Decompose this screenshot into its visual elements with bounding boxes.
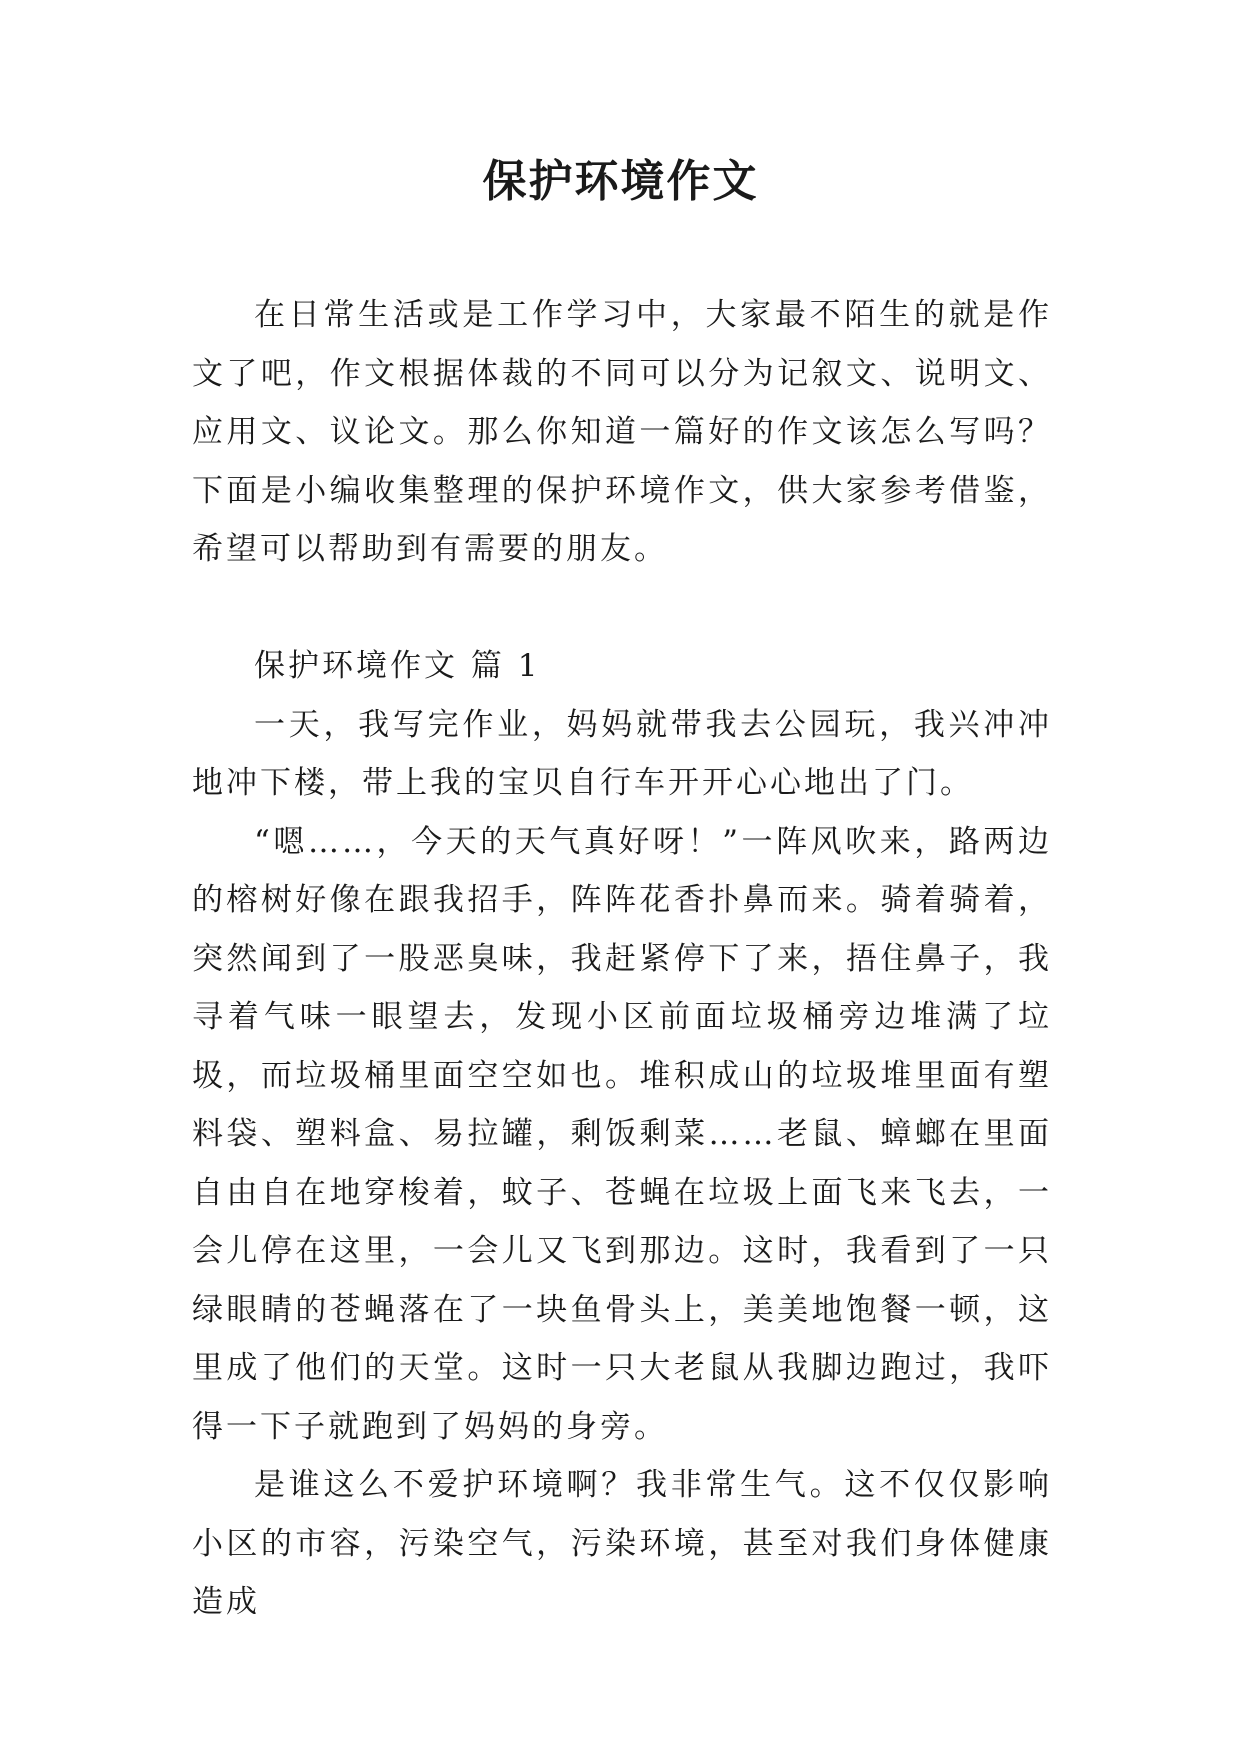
intro-paragraph: 在日常生活或是工作学习中，大家最不陌生的就是作文了吧，作文根据体裁的不同可以分为记叙文、说明文、应用文、议论文。那么你知道一篇好的作文该怎么写吗？下面是小编收集整理的保护环境作文，供大家参考借鉴，希望可以帮助到有需要的朋友。	[192, 297, 1052, 567]
document-body	[192, 286, 1052, 1632]
section-heading: 保护环境作文 篇 1	[254, 648, 541, 684]
body-paragraph: 一天，我写完作业，妈妈就带我去公园玩，我兴冲冲地冲下楼，带上我的宝贝自行车开开心心地出了门。	[192, 706, 1052, 801]
body-paragraph: “嗯……，今天的天气真好呀！”一阵风吹来，路两边的榕树好像在跟我招手，阵阵花香扑鼻而来。骑着骑着，突然闻到了一股恶臭味，我赶紧停下了来，捂住鼻子，我寻着气味一眼望去，发现小区前面垃圾桶旁边堆满了垃圾，而垃圾桶里面空空如也。堆积成山的垃圾堆里面有塑料袋、塑料盒、易拉罐，剩饭剩菜……老鼠、蟑螂在里面自由自在地穿梭着，蚊子、苍蝇在垃圾上面飞来飞去，一会儿停在这里，一会儿又飞到那边。这时，我看到了一只绿眼睛的苍蝇落在了一块鱼骨头上，美美地饱餐一顿，这里成了他们的天堂。这时一只大老鼠从我脚边跑过，我吓得一下子就跑到了妈妈的身旁。	[192, 823, 1052, 1445]
document-title: 保护环境作文	[482, 156, 759, 207]
body-paragraph: 是谁这么不爱护环境啊？我非常生气。这不仅仅影响小区的市容，污染空气，污染环境，甚至对我们身体健康造成	[192, 1467, 1052, 1620]
